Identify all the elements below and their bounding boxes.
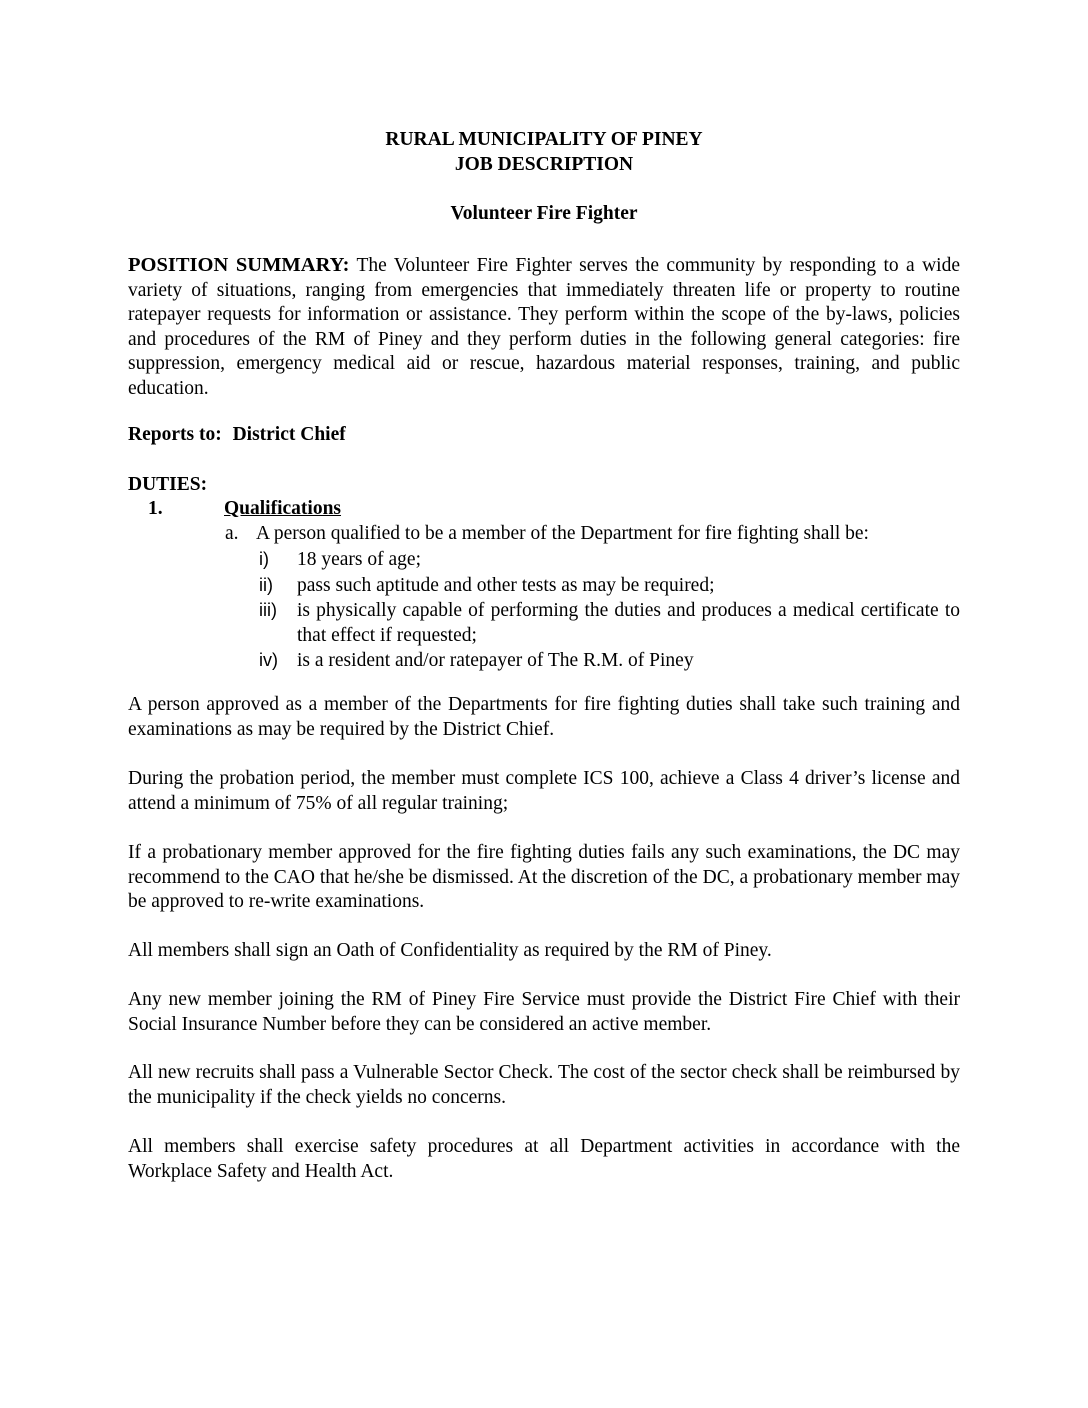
duty-number: 1. (148, 498, 163, 519)
reports-to-label: Reports to: (128, 424, 222, 445)
doc-type-title: JOB DESCRIPTION (454, 154, 634, 175)
subitem-text: A person qualified to be a member of the Department for fire fighting shall be: (256, 523, 869, 544)
requirement-text: is a resident and/or ratepayer of The R.M. of Piney (297, 650, 694, 671)
paragraph-training: A person approved as a member of the Departments for fire fighting duties shall take such training and examinations as may be required by the District Chief. (128, 694, 960, 740)
duty-subitem (128, 522, 960, 547)
paragraph-confidentiality: All members shall sign an Oath of Confidentiality as required by the RM of Piney. (128, 940, 772, 961)
requirement-text: 18 years of age; (297, 549, 421, 570)
paragraph-safety: All members shall exercise safety procedures at all Department activities in accordance with the Workplace Safety and Health Act. (128, 1136, 960, 1182)
duty-title: Qualifications (224, 498, 342, 519)
position-summary (128, 253, 960, 401)
requirement-marker: iv) (259, 650, 278, 670)
requirement-marker: i) (259, 549, 269, 569)
paragraph-examinations: If a probationary member approved for the fire fighting duties fails any such examinations, the DC may recommend to the CAO that he/she be dismissed. At the discretion of the DC, a probationary member may be approved to re-write examinations. (128, 842, 960, 912)
position-title: Volunteer Fire Fighter (450, 203, 638, 224)
requirements-list (128, 547, 960, 674)
summary-text: The Volunteer Fire Fighter serves the community by responding to a wide variety of situations, ranging from emergencies that immediately threaten life or property to routine ratepayer requests for information or assistance. They perform within the scope of the by-laws, policies and procedures of the RM of Piney and they perform duties in the following general categories: fire suppression, emergency medical aid or rescue, hazardous material responses, training, and public education. (128, 255, 960, 399)
duties-heading: DUTIES: (128, 474, 208, 495)
requirement-item (259, 573, 960, 599)
subitem-marker: a. (225, 523, 239, 544)
reports-to-value: District Chief (232, 424, 346, 445)
requirement-marker: iii) (259, 600, 277, 620)
requirement-text: pass such aptitude and other tests as may be required; (297, 574, 715, 596)
requirement-text: is physically capable of performing the duties and produces a medical certificate to that effect if requested; (297, 600, 960, 646)
requirement-item (259, 648, 960, 674)
duty-item (128, 497, 960, 522)
reports-to (128, 423, 346, 448)
requirement-item (259, 547, 960, 573)
org-title: RURAL MUNICIPALITY OF PINEY (385, 129, 703, 150)
summary-label: POSITION SUMMARY: (128, 254, 350, 276)
paragraph-sin: Any new member joining the RM of Piney Fire Service must provide the District Fire Chief with their Social Insurance Number before they can be considered an active member. (128, 989, 960, 1035)
paragraph-probation: During the probation period, the member must complete ICS 100, achieve a Class 4 driver’s license and attend a minimum of 75% of all regular training; (128, 768, 960, 814)
paragraph-sector-check: All new recruits shall pass a Vulnerable Sector Check. The cost of the sector check shall be reimbursed by the municipality if the check yields no concerns. (128, 1062, 960, 1108)
requirement-marker: ii) (259, 574, 273, 595)
requirement-item (259, 598, 960, 648)
